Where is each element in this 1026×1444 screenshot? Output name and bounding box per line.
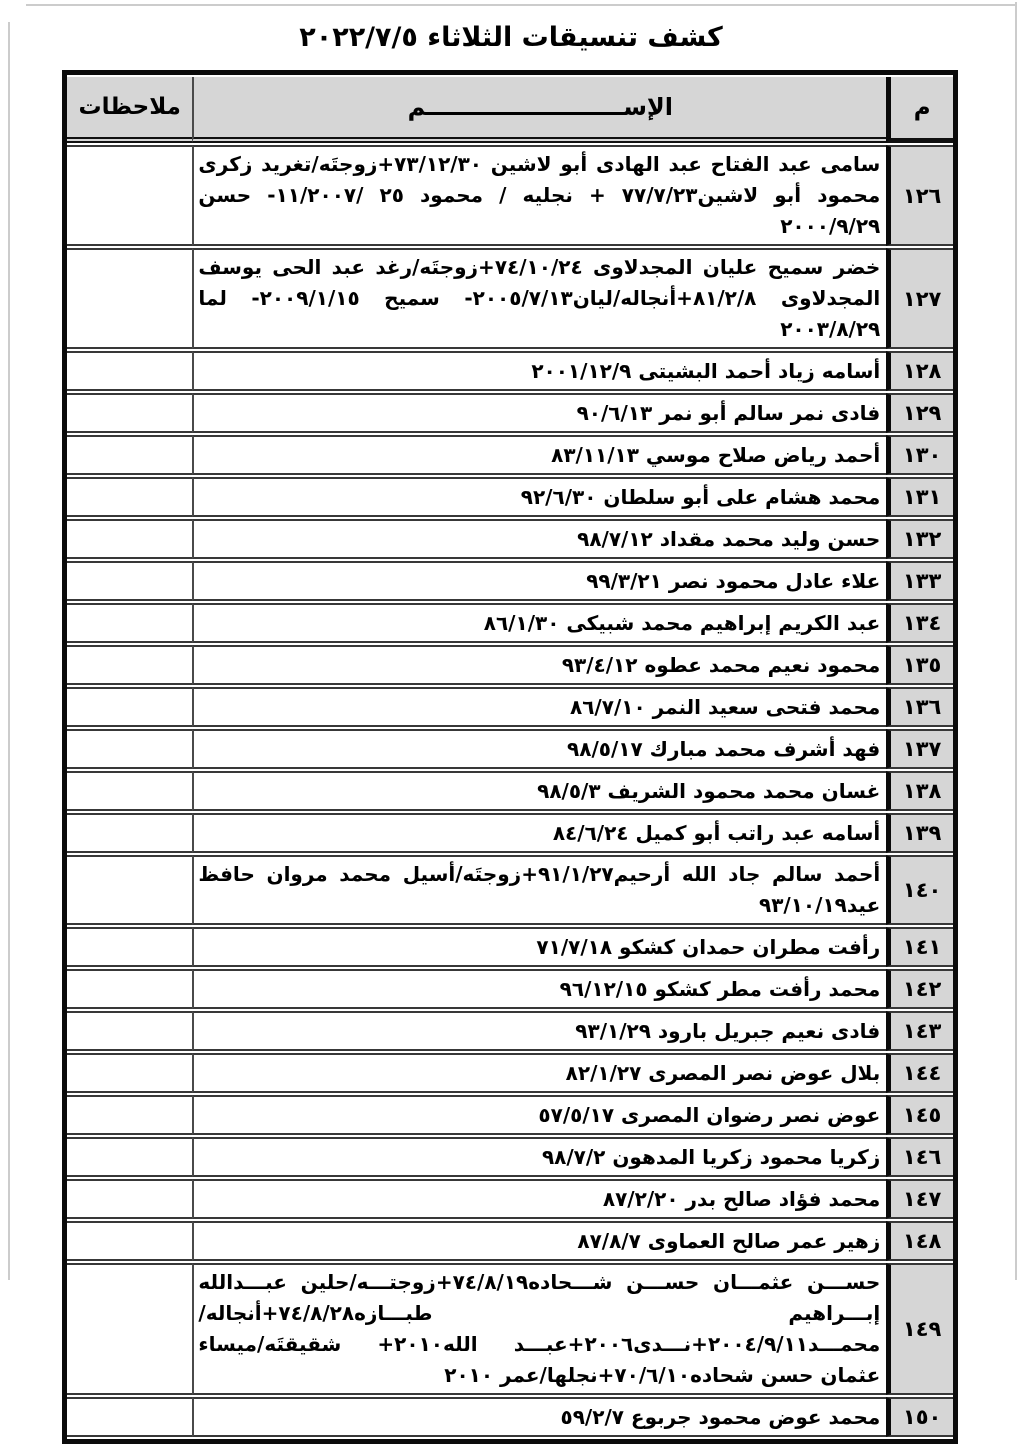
row-notes-cell [67, 1221, 192, 1261]
row-name-cell: فادى نمر سالم أبو نمر ٩٠/٦/١٣ [192, 393, 886, 433]
row-name-cell: زكريا محمود زكريا المدهون ٩٨/٧/٢ [192, 1137, 886, 1177]
row-number-cell: ١٢٦ [886, 145, 953, 246]
row-name-cell: عبد الكريم إبراهيم محمد شبيكى ٨٦/١/٣٠ [192, 603, 886, 643]
table-row [67, 393, 953, 433]
row-number-cell: ١٣٧ [886, 729, 953, 769]
table-row [67, 435, 953, 475]
row-notes-cell [67, 645, 192, 685]
table-row [67, 561, 953, 601]
row-notes-cell [67, 729, 192, 769]
row-notes-cell [67, 351, 192, 391]
table-row [67, 855, 953, 925]
scan-edge-line-right [1015, 2, 1017, 1280]
table-row [67, 1221, 953, 1261]
row-name-cell: أحمد سالم جاد الله أرحيم٩١/١/٢٧+زوجتَه/أسيل محمد مروان حافظ عيد٩٣/١٠/١٩ [192, 855, 886, 925]
row-notes-cell [67, 1397, 192, 1437]
row-number-cell: ١٤٣ [886, 1011, 953, 1051]
row-number-cell: ١٣٩ [886, 813, 953, 853]
row-name-cell: أسامه عبد راتب أبو كميل ٨٤/٦/٢٤ [192, 813, 886, 853]
row-name-cell: سامى عبد الفتاح عبد الهادى أبو لاشين ٧٣/١٢/٣٠+زوجتَه/تغريد زكرى محمود أبو لاشين٧٧/٧/٢٣ + نجليه / محمود ٢٥ /١١/٢٠٠٧- حسن ٢٠٠٠/٩/٢٩ [192, 145, 886, 246]
row-number-cell: ١٣٠ [886, 435, 953, 475]
row-number-cell: ١٤٩ [886, 1263, 953, 1395]
row-name-cell: محمد فؤاد صالح بدر ٨٧/٢/٢٠ [192, 1179, 886, 1219]
row-number-cell: ١٥٠ [886, 1397, 953, 1437]
row-notes-cell [67, 435, 192, 475]
table-row [67, 477, 953, 517]
row-number-cell: ١٢٨ [886, 351, 953, 391]
row-number-cell: ١٣٤ [886, 603, 953, 643]
row-name-cell: محمد فتحى سعيد النمر ٨٦/٧/١٠ [192, 687, 886, 727]
row-notes-cell [67, 687, 192, 727]
table-header [67, 77, 953, 143]
table-row [67, 519, 953, 559]
row-number-cell: ١٤١ [886, 927, 953, 967]
row-name-cell: رأفت مطران حمدان كشكو ٧١/٧/١٨ [192, 927, 886, 967]
table-row [67, 1011, 953, 1051]
row-notes-cell [67, 561, 192, 601]
row-name-cell: حسن وليد محمد مقداد ٩٨/٧/١٢ [192, 519, 886, 559]
row-notes-cell [67, 1095, 192, 1135]
row-number-cell: ١٣١ [886, 477, 953, 517]
row-name-cell: محمد هشام على أبو سلطان ٩٢/٦/٣٠ [192, 477, 886, 517]
table-row [67, 248, 953, 349]
table-row [67, 969, 953, 1009]
row-number-cell: ١٤٧ [886, 1179, 953, 1219]
page-title: كشف تنسيقات الثلاثاء ٢٠٢٢/٧/٥ [299, 22, 723, 53]
row-notes-cell [67, 477, 192, 517]
row-name-cell: أسامه زياد أحمد البشيتى ٢٠٠١/١٢/٩ [192, 351, 886, 391]
row-number-cell: ١٢٩ [886, 393, 953, 433]
header-notes: ملاحظات [67, 77, 192, 143]
table-row [67, 1179, 953, 1219]
roster-table-frame [62, 70, 958, 1444]
header-name: الإســــــــــــــــــــــــم [192, 77, 886, 143]
row-notes-cell [67, 1053, 192, 1093]
row-number-cell: ١٣٨ [886, 771, 953, 811]
row-name-cell: غسان محمد محمود الشريف ٩٨/٥/٣ [192, 771, 886, 811]
row-notes-cell [67, 1137, 192, 1177]
table-row [67, 927, 953, 967]
table-row [67, 1397, 953, 1437]
row-name-cell: فهد أشرف محمد مبارك ٩٨/٥/١٧ [192, 729, 886, 769]
row-name-cell: حســـن عثمـــان حســـن شـــحاده٧٤/٨/١٩+زوجتـــه/حلين عبـــدالله إبـــراهيم طبـــازه٧٤/٨/٢٨+أنجاله/محمـــد٢٠٠٤/٩/١١+نـــدى٢٠٠٦+عبـــد الله٢٠١٠+ شقيقتَه/ميساء عثمان حسن شحاده٧٠/٦/١٠+نجلها/عمر ٢٠١٠ [192, 1263, 886, 1395]
row-name-cell: بلال عوض نصر المصرى ٨٢/١/٢٧ [192, 1053, 886, 1093]
row-name-cell: محمد عوض محمود جربوع ٥٩/٢/٧ [192, 1397, 886, 1437]
row-notes-cell [67, 771, 192, 811]
row-number-cell: ١٣٢ [886, 519, 953, 559]
row-notes-cell [67, 1011, 192, 1051]
row-notes-cell [67, 969, 192, 1009]
row-name-cell: محمد رأفت مطر كشكو ٩٦/١٢/١٥ [192, 969, 886, 1009]
row-name-cell: علاء عادل محمود نصر ٩٩/٣/٢١ [192, 561, 886, 601]
row-name-cell: أحمد رياض صلاح موسي ٨٣/١١/١٣ [192, 435, 886, 475]
table-row [67, 1095, 953, 1135]
table-row [67, 729, 953, 769]
row-notes-cell [67, 603, 192, 643]
row-notes-cell [67, 855, 192, 925]
row-notes-cell [67, 1179, 192, 1219]
row-name-cell: زهير عمر صالح العماوى ٨٧/٨/٧ [192, 1221, 886, 1261]
table-row [67, 771, 953, 811]
scan-edge-line-left [8, 22, 10, 1280]
row-number-cell: ١٤٠ [886, 855, 953, 925]
row-number-cell: ١٤٢ [886, 969, 953, 1009]
row-name-cell: فادى نعيم جبريل بارود ٩٣/١/٢٩ [192, 1011, 886, 1051]
scan-edge-line-top [26, 4, 1016, 6]
roster-table [67, 75, 953, 1439]
table-row [67, 1053, 953, 1093]
row-notes-cell [67, 927, 192, 967]
row-number-cell: ١٤٤ [886, 1053, 953, 1093]
header-number: م [886, 77, 953, 143]
row-notes-cell [67, 248, 192, 349]
row-number-cell: ١٤٦ [886, 1137, 953, 1177]
table-row [67, 145, 953, 246]
table-row [67, 603, 953, 643]
table-row [67, 645, 953, 685]
table-row [67, 351, 953, 391]
table-row [67, 1263, 953, 1395]
row-name-cell: عوض نصر رضوان المصرى ٥٧/٥/١٧ [192, 1095, 886, 1135]
row-number-cell: ١٣٦ [886, 687, 953, 727]
row-notes-cell [67, 1263, 192, 1395]
row-notes-cell [67, 519, 192, 559]
row-name-cell: محمود نعيم محمد عطوه ٩٣/٤/١٢ [192, 645, 886, 685]
table-row [67, 813, 953, 853]
row-number-cell: ١٣٥ [886, 645, 953, 685]
row-notes-cell [67, 393, 192, 433]
row-number-cell: ١٢٧ [886, 248, 953, 349]
row-number-cell: ١٤٥ [886, 1095, 953, 1135]
row-number-cell: ١٣٣ [886, 561, 953, 601]
row-notes-cell [67, 813, 192, 853]
header-row [67, 77, 953, 143]
row-number-cell: ١٤٨ [886, 1221, 953, 1261]
table-body [67, 145, 953, 1437]
table-row [67, 687, 953, 727]
row-name-cell: خضر سميح عليان المجدلاوى ٧٤/١٠/٢٤+زوجتَه/رغد عبد الحى يوسف المجدلاوى ٨١/٢/٨+أنجاله/ليان٢٠٠٥/٧/١٣- سميح ٢٠٠٩/١/١٥- لما ٢٠٠٣/٨/٢٩ [192, 248, 886, 349]
table-row [67, 1137, 953, 1177]
row-notes-cell [67, 145, 192, 246]
